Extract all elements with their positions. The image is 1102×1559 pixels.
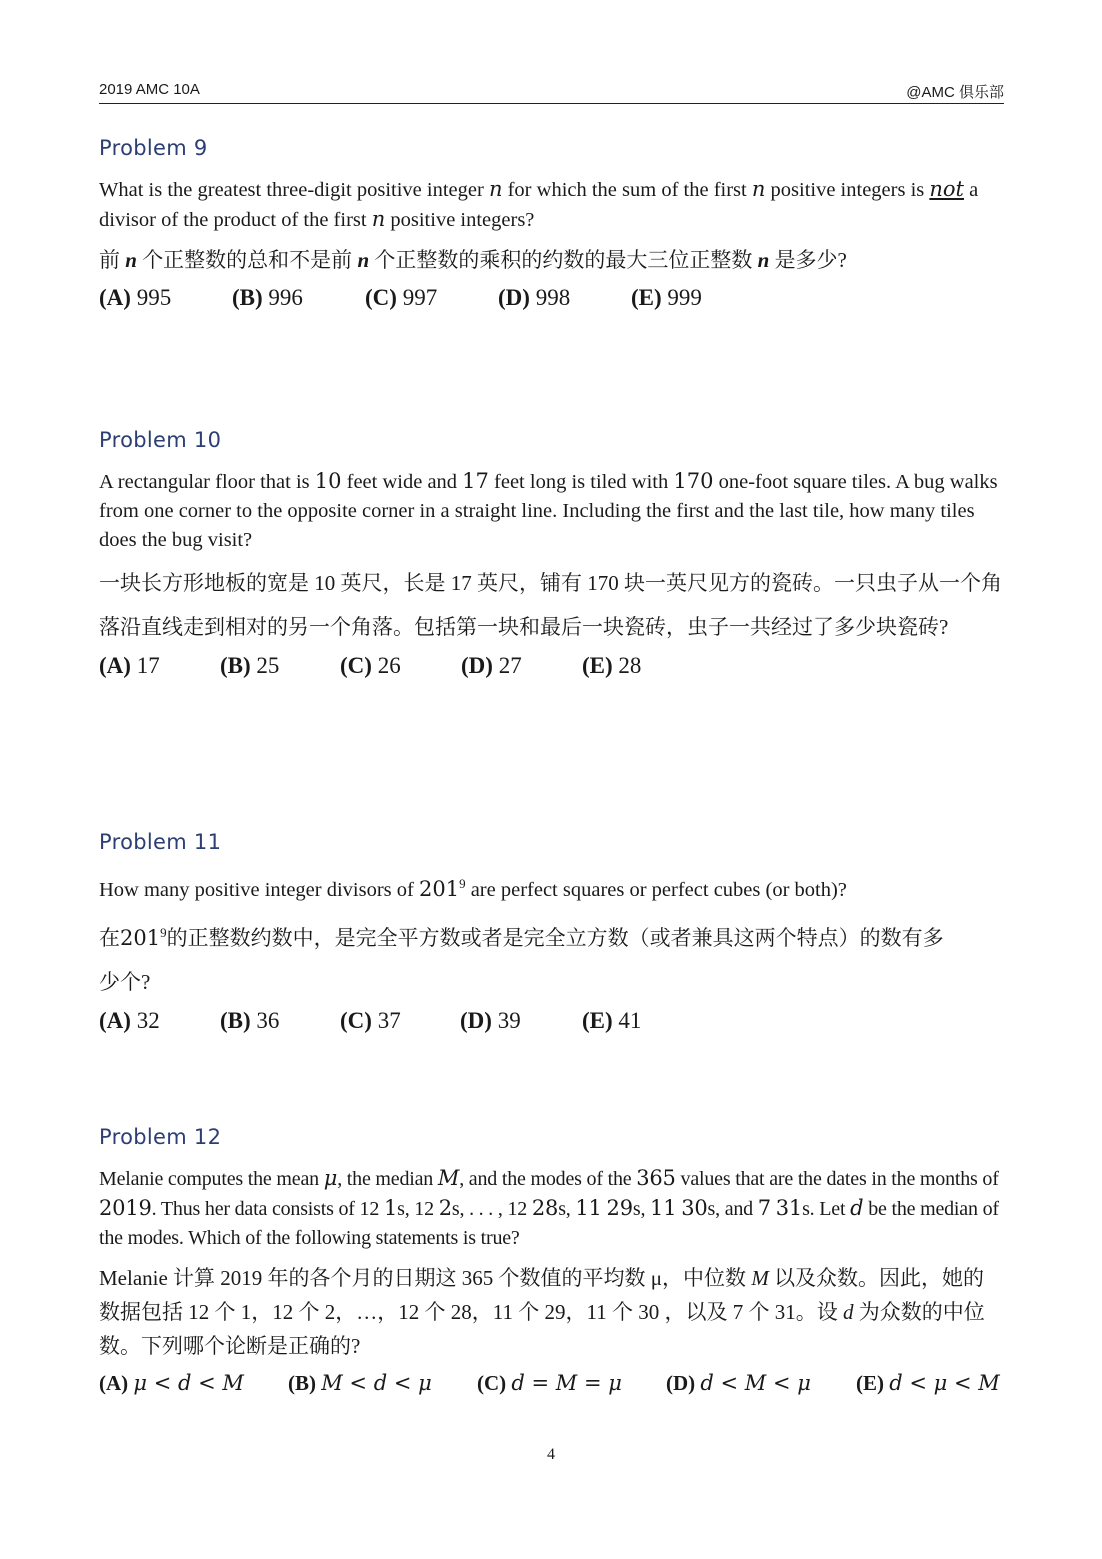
problem-text-en: Melanie computes the mean μ, the median M, and the modes of the 365 values that are the dates in the months of 2019. Thus her data consists of 12 1s, 12 2s, . . . , 12 28s, 11 29s, 11 30s, and 7 31s. Let d be the median of the modes. Which of the following statements is true?: [99, 1166, 999, 1249]
choice-b: (B) 25: [220, 653, 280, 678]
choice-e: (E) 999: [631, 285, 702, 310]
choice-c: (C) 37: [340, 1007, 401, 1033]
problem-text-cn: 前 n 个正整数的总和不是前 n 个正整数的乘积的约数的最大三位正整数 n 是多少?: [99, 248, 847, 272]
choice-d: (D) 998: [498, 285, 571, 310]
answer-choices: [99, 1008, 1004, 1034]
problem-10: [99, 428, 1004, 679]
problem-title: Problem 9: [99, 136, 208, 160]
problem-text-en: How many positive integer divisors of $201^9$ are perfect squares or perfect cubes (or both)?: [99, 876, 847, 901]
choice-c: (C) 26: [340, 653, 401, 678]
problem-9: [99, 136, 1004, 311]
choice-a: (A) 32: [99, 1007, 160, 1033]
header-left: 2019 AMC 10A: [99, 81, 200, 98]
problem-text-en: A rectangular floor that is 10 feet wide and 17 feet long is tiled with 170 one-foot square tiles. A bug walks from one corner to the opposite corner in a straight line. Including the first and the last tile, how many tiles does the bug visit?: [99, 469, 998, 551]
problem-text-cn: 在$201^9$的正整数约数中，是完全平方数或者是完全立方数（或者兼具这两个特点）的数有多少个?: [99, 924, 944, 994]
problem-11: [99, 830, 1004, 1034]
problem-title: Problem 10: [99, 428, 222, 452]
choice-c: (C) 997: [365, 285, 438, 310]
choice-e: (E) d < μ < M: [856, 1371, 1000, 1395]
choice-b: (B) 996: [232, 285, 303, 310]
choice-e: (E) 41: [582, 1007, 642, 1033]
choice-d: (D) 27: [461, 653, 522, 678]
problem-text-cn: 一块长方形地板的宽是 10 英尺，长是 17 英尺，铺有 170 块一英尺见方的瓷砖。一只虫子从一个角落沿直线走到相对的另一个角落。包括第一块和最后一块瓷砖，虫子一共经过了多少块瓷砖?: [99, 571, 1002, 639]
page-header: [99, 79, 1004, 104]
answer-choices: [99, 285, 1004, 311]
answer-choices: [99, 1371, 1004, 1396]
choice-e: (E) 28: [582, 653, 642, 678]
choice-a: (A) 17: [99, 653, 160, 678]
choice-b: (B) M < d < μ: [288, 1371, 432, 1395]
choice-a: (A) 995: [99, 285, 172, 310]
choice-b: (B) 36: [220, 1007, 280, 1033]
header-right: @AMC 俱乐部: [906, 84, 1004, 101]
problem-title: Problem 11: [99, 830, 222, 854]
answer-choices: [99, 653, 1004, 679]
problem-text-en: What is the greatest three-digit positive integer n for which the sum of the first n positive integers is not a divisor of the product of the first n positive integers?: [99, 177, 979, 231]
choice-c: (C) d = M = μ: [477, 1371, 622, 1395]
problem-title: Problem 12: [99, 1125, 222, 1149]
page-number: 4: [547, 1446, 555, 1463]
choice-d: (D) d < M < μ: [666, 1371, 811, 1395]
choice-d: (D) 39: [460, 1007, 521, 1033]
problem-text-cn: Melanie 计算 2019 年的各个月的日期这 365 个数值的平均数 μ，中位数 M 以及众数。因此，她的数据包括 12 个 1，12 个 2，…，12 个 28，11 个 29，11 个 30 ，以及 7 个 31。设 d 为众数的中位数。下列哪个论断是正确的?: [99, 1266, 985, 1358]
problem-12: [99, 1125, 1004, 1396]
choice-a: (A) μ < d < M: [99, 1371, 244, 1395]
